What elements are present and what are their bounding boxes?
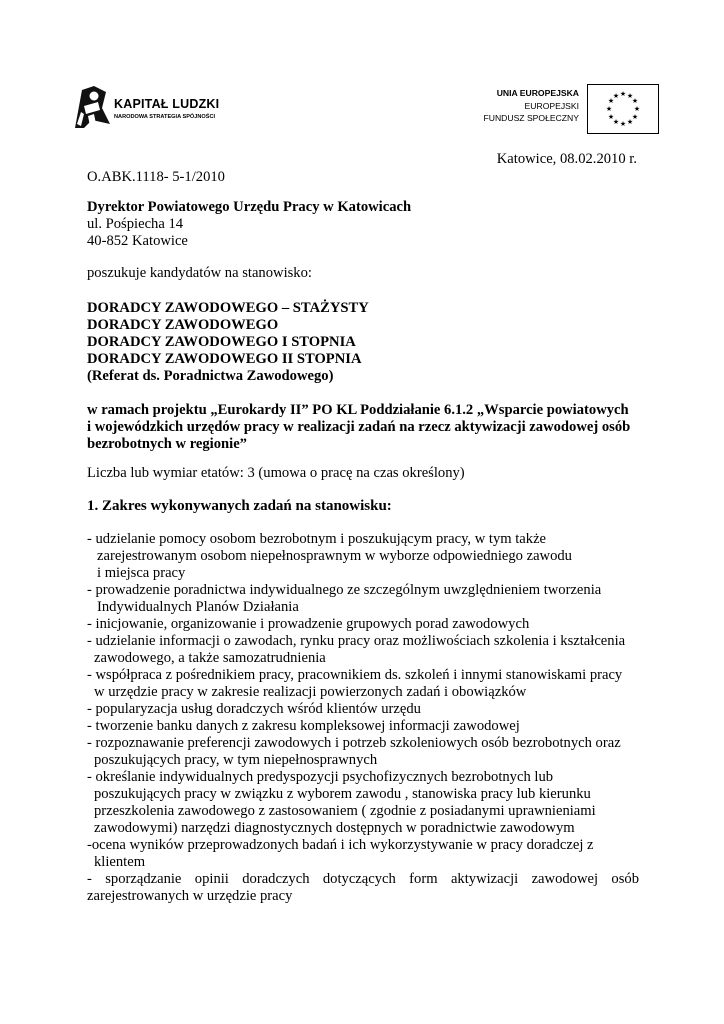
place-date: Katowice, 08.02.2010 r. [496,151,637,167]
svg-text:★: ★ [605,105,613,113]
svg-text:★: ★ [631,97,639,105]
etaty-text: Liczba lub wymiar etatów: 3 (umowa o pracę na czas określony) [87,465,465,481]
task-line: zawodowego, a także samozatrudnienia [94,650,326,666]
task-line: - współpraca z pośrednikiem pracy, pracownikiem ds. szkoleń i innymi stanowiskami pracy [87,667,623,683]
task-line: - prowadzenie poradnictwa indywidualnego ze szczególnym uwzględnieniem tworzenia [87,582,602,598]
svg-text:★: ★ [607,113,615,121]
eu-label-union: UNIA EUROPEJSKA [496,88,579,98]
position-item: DORADCY ZAWODOWEGO I STOPNIA [87,334,356,350]
task-line: poszukujących pracy, w tym niepełnosprawnych [94,752,378,768]
svg-text:★: ★ [633,105,641,113]
task-line: Indywidualnych Planów Działania [97,599,299,615]
eu-label-social-fund: FUNDUSZ SPOŁECZNY [483,113,579,123]
task-line: poszukujących pracy w związku z wyborem zawodu , stanowiska pracy lub kierunku [94,786,591,802]
task-line: - udzielanie informacji o zawodach, rynku pracy oraz możliwościach szkolenia i kształcenia [87,633,626,649]
kapital-ludzki-subtitle: NARODOWA STRATEGIA SPÓJNOŚCI [114,114,216,120]
eu-label-european: EUROPEJSKI [524,101,579,111]
eu-fund-logo [483,84,659,134]
task-line: zawodowymi) narzędzi diagnostycznych dostępnych w poradnictwie zawodowym [94,820,575,836]
task-line: - tworzenie banku danych z zakresu kompleksowej informacji zawodowej [87,718,520,734]
svg-text:★: ★ [607,97,615,105]
task-line: zarejestrowanych w urzędzie pracy [87,888,293,904]
task-line: w urzędzie pracy w zakresie realizacji powierzonych zadań i obowiązków [94,684,527,700]
employer-city: 40-852 Katowice [87,233,188,249]
task-line: - sporządzanie opinii doradczych dotyczących form aktywizacji zawodowej osób [87,871,639,887]
intro-text: poszukuje kandydatów na stanowisko: [87,265,312,281]
svg-text:★: ★ [631,113,639,121]
project-line: i wojewódzkich urzędów pracy w realizacji zadań na rzecz aktywizacji zawodowej osób [87,419,631,435]
kapital-ludzki-logo [72,84,232,130]
eu-flag-icon [587,84,659,134]
task-line: - udzielanie pomocy osobom bezrobotnym i poszukującym pracy, w tym także [87,531,547,547]
task-line: - określanie indywidualnych predyspozycji psychofizycznych bezrobotnych lub [87,769,554,785]
position-item: DORADCY ZAWODOWEGO [87,317,279,333]
kapital-ludzki-emblem-icon [72,84,112,130]
svg-text:★: ★ [626,92,634,100]
position-item: DORADCY ZAWODOWEGO – STAŻYSTY [87,300,369,316]
project-line: w ramach projektu „Eurokardy II” PO KL Poddziałanie 6.1.2 „Wsparcie powiatowych [87,402,629,418]
svg-text:★: ★ [619,90,627,98]
task-line: i miejsca pracy [97,565,186,581]
task-line: przeszkolenia zawodowego z zastosowaniem ( zgodnie z posiadanymi uprawnieniami [94,803,596,819]
task-line: klientem [94,854,146,870]
svg-text:★: ★ [612,118,620,126]
employer-street: ul. Pośpiecha 14 [87,216,184,232]
kapital-ludzki-title: KAPITAŁ LUDZKI [114,97,220,111]
employer-name: Dyrektor Powiatowego Urzędu Pracy w Katowicach [87,199,412,215]
section-title: 1. Zakres wykonywanych zadań na stanowisku: [87,498,392,514]
task-line: zarejestrowanym osobom niepełnosprawnym w wyborze odpowiedniego zawodu [97,548,572,564]
svg-text:★: ★ [626,118,634,126]
svg-text:★: ★ [619,120,627,128]
task-line: -ocena wyników przeprowadzonych badań i ich wykorzystywanie w pracy doradczej z [87,837,594,853]
task-line: - popularyzacja usług doradczych wśród klientów urzędu [87,701,421,717]
task-line: - rozpoznawanie preferencji zawodowych i potrzeb szkoleniowych osób bezrobotnych oraz [87,735,621,751]
task-line: - inicjowanie, organizowanie i prowadzenie grupowych porad zawodowych [87,616,530,632]
reference-number: O.ABK.1118- 5-1/2010 [87,169,225,185]
department-note: (Referat ds. Poradnictwa Zawodowego) [87,368,334,384]
svg-text:★: ★ [612,92,620,100]
position-item: DORADCY ZAWODOWEGO II STOPNIA [87,351,362,367]
project-line: bezrobotnych w regionie” [87,436,247,452]
